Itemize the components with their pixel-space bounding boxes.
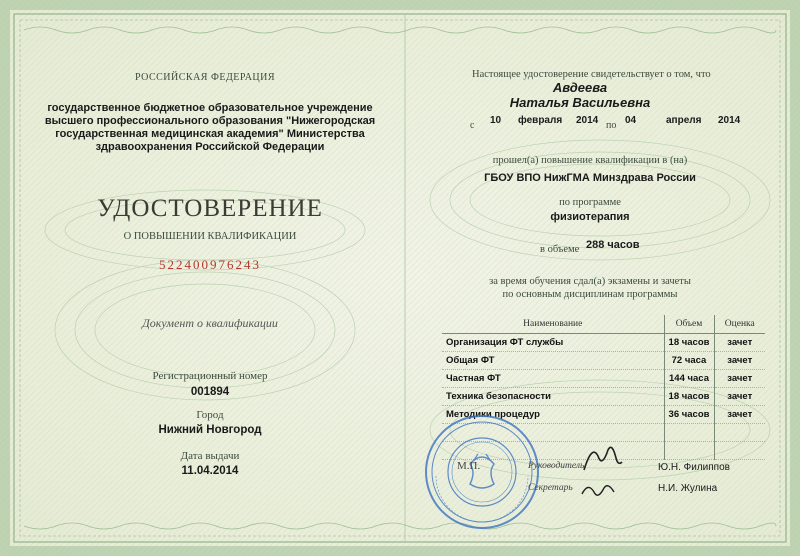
from-year: 2014: [576, 115, 599, 126]
issue-date-label: Дата выдачи: [180, 450, 240, 462]
organization: ГБОУ ВПО НижГМА Минздрава России: [484, 172, 696, 184]
director-label: Руководитель: [528, 461, 585, 471]
official-seal-stamp: [422, 412, 542, 532]
director-signature: [578, 440, 626, 476]
volume-value: 288 часов: [586, 239, 640, 251]
exams-line-2: по основным дисциплинам программы: [502, 289, 678, 300]
passed-label: прошел(а) повышение квалификации в (на): [492, 155, 688, 166]
from-month: февраля: [518, 115, 563, 126]
subject-grade: зачет: [714, 352, 765, 370]
table-row: [442, 370, 765, 388]
from-day: 10: [490, 115, 502, 126]
to-month: апреля: [666, 115, 702, 126]
subject-grade: зачет: [714, 334, 765, 352]
table-row: [442, 388, 765, 406]
subject-volume: 18 часов: [664, 334, 714, 352]
to-label: по: [606, 120, 617, 131]
subject-name: Методики процедур: [442, 406, 664, 424]
intro-text: Настоящее удостоверение свидетельствует о том, что: [472, 69, 711, 80]
header-grade: Оценка: [714, 315, 765, 334]
country-label: РОССИЙСКАЯ ФЕДЕРАЦИЯ: [134, 72, 276, 83]
subject-name: Общая ФТ: [442, 352, 664, 370]
doc-title: УДОСТОВЕРЕНИЕ: [97, 195, 323, 222]
subject-grade: зачет: [714, 370, 765, 388]
institution-name: государственное бюджетное образовательное учреждение высшего профессионального образования "Нижегородская государственная медицинская академия" Министерства здравоохранения Российской Федерации: [44, 102, 376, 153]
city-value: Нижний Новгород: [158, 424, 262, 436]
header-name: Наименование: [442, 315, 664, 334]
stamp-place-label: М.П.: [457, 460, 481, 472]
subject-grade: зачет: [714, 406, 765, 424]
header-volume: Объем: [664, 315, 714, 334]
reg-number-label: Регистрационный номер: [152, 370, 268, 382]
doc-type-label: Документ о квалификации: [142, 316, 278, 330]
secretary-name: Н.И. Жулина: [658, 483, 718, 494]
director-name: Ю.Н. Филиппов: [658, 462, 730, 473]
subject-volume: 144 часа: [664, 370, 714, 388]
secretary-label: Секретарь: [528, 483, 573, 493]
table-row: [442, 352, 765, 370]
program-name: физиотерапия: [550, 211, 630, 223]
table-row: [442, 334, 765, 352]
table-header-row: [442, 315, 765, 334]
last-name: Авдеева: [552, 80, 608, 95]
subject-grade: зачет: [714, 388, 765, 406]
from-label: с: [470, 120, 475, 131]
subject-volume: 18 часов: [664, 388, 714, 406]
city-label: Город: [196, 409, 224, 421]
serial-number: 522400976243: [159, 257, 261, 272]
first-name: Наталья Васильевна: [509, 95, 651, 110]
to-year: 2014: [718, 115, 741, 126]
exams-line-1: за время обучения сдал(а) экзамены и зачеты: [489, 276, 691, 287]
subject-volume: 72 часа: [664, 352, 714, 370]
issue-date-value: 11.04.2014: [181, 465, 239, 477]
subject-name: Частная ФТ: [442, 370, 664, 388]
program-label: по программе: [559, 197, 621, 208]
reg-number-value: 001894: [190, 386, 230, 398]
subject-volume: 36 часов: [664, 406, 714, 424]
subject-name: Организация ФТ службы: [442, 334, 664, 352]
secretary-signature: [578, 478, 618, 504]
volume-label: в объеме: [540, 244, 580, 255]
subject-name: Техника безопасности: [442, 388, 664, 406]
doc-subtitle: О ПОВЫШЕНИИ КВАЛИФИКАЦИИ: [123, 231, 297, 242]
to-day: 04: [625, 115, 637, 126]
